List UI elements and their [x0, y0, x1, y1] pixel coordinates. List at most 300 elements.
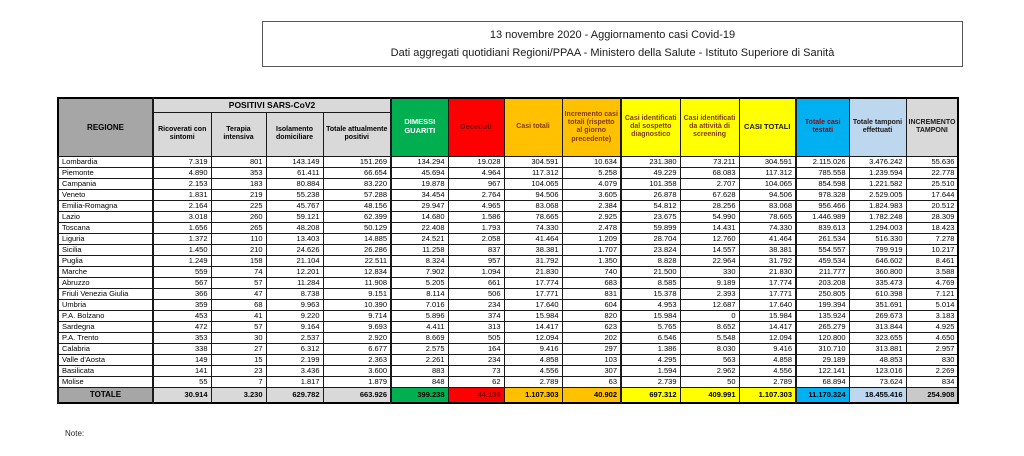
value-cell: 623: [562, 321, 621, 332]
value-cell: 21.500: [621, 266, 680, 277]
table-row: [58, 178, 958, 189]
value-cell: 1.817: [266, 376, 323, 387]
header-regione: REGIONE: [58, 98, 153, 156]
value-cell: 11.258: [391, 244, 448, 255]
value-cell: 41.464: [504, 233, 562, 244]
value-cell: 49.229: [621, 167, 680, 178]
value-cell: 12.834: [323, 266, 391, 277]
value-cell: 4.964: [448, 167, 504, 178]
value-cell: 1.824.983: [849, 200, 906, 211]
value-cell: 304.591: [739, 156, 796, 167]
value-cell: 9.714: [323, 310, 391, 321]
value-cell: 2.478: [562, 222, 621, 233]
value-cell: 353: [211, 167, 266, 178]
value-cell: 1.586: [448, 211, 504, 222]
value-cell: 3.588: [906, 266, 958, 277]
header-casi-screening: Casi identificati da attività di screening: [680, 98, 739, 156]
total-value-cell: 1.107.303: [739, 387, 796, 403]
value-cell: 68.083: [680, 167, 739, 178]
value-cell: 74: [211, 266, 266, 277]
value-cell: 9.189: [680, 277, 739, 288]
value-cell: 459.534: [796, 255, 849, 266]
value-cell: 94.506: [504, 189, 562, 200]
value-cell: 1.594: [621, 365, 680, 376]
value-cell: 54.812: [621, 200, 680, 211]
value-cell: 8.324: [391, 255, 448, 266]
value-cell: 104.065: [739, 178, 796, 189]
value-cell: 14.431: [680, 222, 739, 233]
value-cell: 23: [211, 365, 266, 376]
value-cell: 104.065: [504, 178, 562, 189]
table-row: [58, 266, 958, 277]
value-cell: 141: [153, 365, 211, 376]
value-cell: 4.079: [562, 178, 621, 189]
value-cell: 55.636: [906, 156, 958, 167]
value-cell: 48.156: [323, 200, 391, 211]
region-name: Puglia: [58, 255, 153, 266]
value-cell: 1.446.989: [796, 211, 849, 222]
value-cell: 28.309: [906, 211, 958, 222]
value-cell: 4.295: [621, 354, 680, 365]
value-cell: 14.885: [323, 233, 391, 244]
value-cell: 366: [153, 288, 211, 299]
value-cell: 610.398: [849, 288, 906, 299]
value-cell: 820: [562, 310, 621, 321]
value-cell: 7.016: [391, 299, 448, 310]
value-cell: 453: [153, 310, 211, 321]
value-cell: 26.878: [621, 189, 680, 200]
value-cell: 4.650: [906, 332, 958, 343]
value-cell: 74.330: [504, 222, 562, 233]
header-group-row: [58, 98, 958, 112]
header-dimessi-guariti: DIMESSI GUARITI: [391, 98, 448, 156]
value-cell: 73.211: [680, 156, 739, 167]
value-cell: 8.652: [680, 321, 739, 332]
value-cell: 5.205: [391, 277, 448, 288]
value-cell: 10.390: [323, 299, 391, 310]
value-cell: 149: [153, 354, 211, 365]
value-cell: 7: [211, 376, 266, 387]
value-cell: 117.312: [504, 167, 562, 178]
value-cell: 61.411: [266, 167, 323, 178]
value-cell: 830: [906, 354, 958, 365]
value-cell: 203.208: [796, 277, 849, 288]
total-row: [58, 387, 958, 403]
value-cell: 1.782.248: [849, 211, 906, 222]
table-row: [58, 211, 958, 222]
value-cell: 101.358: [621, 178, 680, 189]
value-cell: 83.220: [323, 178, 391, 189]
region-name: Campania: [58, 178, 153, 189]
value-cell: 353: [153, 332, 211, 343]
value-cell: 5.896: [391, 310, 448, 321]
value-cell: 2.925: [562, 211, 621, 222]
value-cell: 2.957: [906, 343, 958, 354]
value-cell: 978.328: [796, 189, 849, 200]
value-cell: 2.789: [504, 376, 562, 387]
value-cell: 1.372: [153, 233, 211, 244]
region-name: Liguria: [58, 233, 153, 244]
table-row: [58, 310, 958, 321]
value-cell: 123.016: [849, 365, 906, 376]
total-value-cell: 629.782: [266, 387, 323, 403]
value-cell: 24.521: [391, 233, 448, 244]
value-cell: 31.792: [739, 255, 796, 266]
header-incremento-tamponi: INCREMENTO TAMPONI: [906, 98, 958, 156]
value-cell: 57: [211, 321, 266, 332]
value-cell: 8.030: [680, 343, 739, 354]
value-cell: 17.640: [739, 299, 796, 310]
value-cell: 4.411: [391, 321, 448, 332]
total-value-cell: 11.170.324: [796, 387, 849, 403]
value-cell: 516.330: [849, 233, 906, 244]
value-cell: 202: [562, 332, 621, 343]
header-isolamento: Isolamento domiciliare: [266, 112, 323, 156]
value-cell: 19.028: [448, 156, 504, 167]
value-cell: 110: [211, 233, 266, 244]
table-row: [58, 200, 958, 211]
value-cell: 5.548: [680, 332, 739, 343]
value-cell: 11.908: [323, 277, 391, 288]
value-cell: 38.381: [739, 244, 796, 255]
table-row: [58, 332, 958, 343]
value-cell: 269.673: [849, 310, 906, 321]
value-cell: 3.476.242: [849, 156, 906, 167]
value-cell: 5.014: [906, 299, 958, 310]
region-name: Sicilia: [58, 244, 153, 255]
value-cell: 1.350: [562, 255, 621, 266]
value-cell: 785.558: [796, 167, 849, 178]
header-terapia-intensiva: Terapia intensiva: [211, 112, 266, 156]
table-row: [58, 376, 958, 387]
value-cell: 13.403: [266, 233, 323, 244]
value-cell: 1.221.582: [849, 178, 906, 189]
value-cell: 10.634: [562, 156, 621, 167]
value-cell: 17.774: [504, 277, 562, 288]
value-cell: 1.831: [153, 189, 211, 200]
value-cell: 41: [211, 310, 266, 321]
value-cell: 338: [153, 343, 211, 354]
value-cell: 15.984: [504, 310, 562, 321]
value-cell: 554.557: [796, 244, 849, 255]
value-cell: 68.894: [796, 376, 849, 387]
value-cell: 22.964: [680, 255, 739, 266]
value-cell: 4.556: [504, 365, 562, 376]
total-value-cell: 399.238: [391, 387, 448, 403]
value-cell: 117.312: [739, 167, 796, 178]
region-name: Umbria: [58, 299, 153, 310]
value-cell: 9.693: [323, 321, 391, 332]
value-cell: 1.879: [323, 376, 391, 387]
value-cell: 21.830: [504, 266, 562, 277]
region-name: Marche: [58, 266, 153, 277]
value-cell: 143.149: [266, 156, 323, 167]
value-cell: 12.094: [739, 332, 796, 343]
value-cell: 17.640: [504, 299, 562, 310]
value-cell: 956.466: [796, 200, 849, 211]
table-row: [58, 277, 958, 288]
value-cell: 12.201: [266, 266, 323, 277]
region-name: Toscana: [58, 222, 153, 233]
value-cell: 23.675: [621, 211, 680, 222]
table-row: [58, 156, 958, 167]
value-cell: 9.164: [266, 321, 323, 332]
total-value-cell: 663.926: [323, 387, 391, 403]
value-cell: 2.199: [266, 354, 323, 365]
value-cell: 103: [562, 354, 621, 365]
total-value-cell: 30.914: [153, 387, 211, 403]
value-cell: 50: [680, 376, 739, 387]
value-cell: 831: [562, 288, 621, 299]
value-cell: 22.511: [323, 255, 391, 266]
value-cell: 848: [391, 376, 448, 387]
value-cell: 14.417: [739, 321, 796, 332]
value-cell: 4.965: [448, 200, 504, 211]
value-cell: 27: [211, 343, 266, 354]
value-cell: 2.363: [323, 354, 391, 365]
value-cell: 9.416: [504, 343, 562, 354]
value-cell: 683: [562, 277, 621, 288]
table-body: [58, 156, 958, 387]
value-cell: 48.208: [266, 222, 323, 233]
value-cell: 967: [448, 178, 504, 189]
value-cell: 8.114: [391, 288, 448, 299]
value-cell: 646.602: [849, 255, 906, 266]
value-cell: 34.454: [391, 189, 448, 200]
value-cell: 57: [211, 277, 266, 288]
value-cell: 4.858: [504, 354, 562, 365]
value-cell: 4.953: [621, 299, 680, 310]
value-cell: 4.925: [906, 321, 958, 332]
value-cell: 2.537: [266, 332, 323, 343]
value-cell: 17.774: [739, 277, 796, 288]
value-cell: 360.800: [849, 266, 906, 277]
total-value-cell: 3.230: [211, 387, 266, 403]
value-cell: 21.104: [266, 255, 323, 266]
value-cell: 25.510: [906, 178, 958, 189]
value-cell: 2.393: [680, 288, 739, 299]
value-cell: 2.920: [323, 332, 391, 343]
value-cell: 12.094: [504, 332, 562, 343]
value-cell: 14.417: [504, 321, 562, 332]
value-cell: 63: [562, 376, 621, 387]
value-cell: 2.164: [153, 200, 211, 211]
value-cell: 839.613: [796, 222, 849, 233]
value-cell: 567: [153, 277, 211, 288]
total-value-cell: 1.107.303: [504, 387, 562, 403]
total-value-cell: 254.908: [906, 387, 958, 403]
value-cell: 158: [211, 255, 266, 266]
value-cell: 2.153: [153, 178, 211, 189]
value-cell: 1.707: [562, 244, 621, 255]
value-cell: 15: [211, 354, 266, 365]
value-cell: 563: [680, 354, 739, 365]
value-cell: 374: [448, 310, 504, 321]
value-cell: 47: [211, 288, 266, 299]
value-cell: 313.881: [849, 343, 906, 354]
value-cell: 41.464: [739, 233, 796, 244]
value-cell: 31.792: [504, 255, 562, 266]
table-row: [58, 365, 958, 376]
value-cell: 2.269: [906, 365, 958, 376]
value-cell: 73: [448, 365, 504, 376]
value-cell: 48.853: [849, 354, 906, 365]
value-cell: 17.771: [504, 288, 562, 299]
value-cell: 234: [448, 299, 504, 310]
value-cell: 2.529.005: [849, 189, 906, 200]
region-name: Basilicata: [58, 365, 153, 376]
value-cell: 68: [211, 299, 266, 310]
value-cell: 505: [448, 332, 504, 343]
value-cell: 5.765: [621, 321, 680, 332]
value-cell: 66.654: [323, 167, 391, 178]
value-cell: 1.094: [448, 266, 504, 277]
value-cell: 19.878: [391, 178, 448, 189]
table-row: [58, 233, 958, 244]
total-value-cell: 697.312: [621, 387, 680, 403]
value-cell: 3.018: [153, 211, 211, 222]
region-name: Valle d'Aosta: [58, 354, 153, 365]
region-name: Sardegna: [58, 321, 153, 332]
value-cell: 313: [448, 321, 504, 332]
value-cell: 6.312: [266, 343, 323, 354]
table-row: [58, 288, 958, 299]
value-cell: 62: [448, 376, 504, 387]
value-cell: 310.710: [796, 343, 849, 354]
value-cell: 1.294.003: [849, 222, 906, 233]
value-cell: 854.598: [796, 178, 849, 189]
value-cell: 74.330: [739, 222, 796, 233]
value-cell: 1.239.594: [849, 167, 906, 178]
value-cell: 1.656: [153, 222, 211, 233]
value-cell: 50.129: [323, 222, 391, 233]
region-name: Abruzzo: [58, 277, 153, 288]
value-cell: 3.436: [266, 365, 323, 376]
value-cell: 506: [448, 288, 504, 299]
value-cell: 2.962: [680, 365, 739, 376]
table-row: [58, 189, 958, 200]
value-cell: 23.824: [621, 244, 680, 255]
value-cell: 4.769: [906, 277, 958, 288]
table-row: [58, 167, 958, 178]
value-cell: 78.665: [739, 211, 796, 222]
value-cell: 134.294: [391, 156, 448, 167]
value-cell: 234: [448, 354, 504, 365]
value-cell: 265: [211, 222, 266, 233]
value-cell: 604: [562, 299, 621, 310]
value-cell: 59.121: [266, 211, 323, 222]
value-cell: 164: [448, 343, 504, 354]
report-title: 13 novembre 2020 - Aggiornamento casi Covid-19: [489, 28, 736, 41]
value-cell: 26.286: [323, 244, 391, 255]
value-cell: 5.258: [562, 167, 621, 178]
region-name: Piemonte: [58, 167, 153, 178]
table-row: [58, 343, 958, 354]
total-value-cell: 409.991: [680, 387, 739, 403]
table-row: [58, 222, 958, 233]
header-tamponi: Totale tamponi effettuati: [849, 98, 906, 156]
value-cell: 225: [211, 200, 266, 211]
value-cell: 2.707: [680, 178, 739, 189]
value-cell: 297: [562, 343, 621, 354]
value-cell: 22.408: [391, 222, 448, 233]
value-cell: 834: [906, 376, 958, 387]
header-casi-totali-caps: CASI TOTALI: [739, 98, 796, 156]
value-cell: 59.899: [621, 222, 680, 233]
value-cell: 151.269: [323, 156, 391, 167]
value-cell: 9.963: [266, 299, 323, 310]
value-cell: 3.183: [906, 310, 958, 321]
value-cell: 7.278: [906, 233, 958, 244]
header-casi-totali: Casi totali: [504, 98, 562, 156]
value-cell: 57.288: [323, 189, 391, 200]
value-cell: 22.778: [906, 167, 958, 178]
value-cell: 330: [680, 266, 739, 277]
value-cell: 1.450: [153, 244, 211, 255]
value-cell: 199.394: [796, 299, 849, 310]
header-incremento-casi: Incremento casi totali (rispetto al giorno precedente): [562, 98, 621, 156]
value-cell: 15.984: [739, 310, 796, 321]
value-cell: 24.626: [266, 244, 323, 255]
value-cell: 210: [211, 244, 266, 255]
value-cell: 38.381: [504, 244, 562, 255]
table-row: [58, 354, 958, 365]
value-cell: 21.830: [739, 266, 796, 277]
value-cell: 45.694: [391, 167, 448, 178]
value-cell: 17.771: [739, 288, 796, 299]
region-name: Calabria: [58, 343, 153, 354]
region-name: Veneto: [58, 189, 153, 200]
table-row: [58, 255, 958, 266]
value-cell: 14.680: [391, 211, 448, 222]
value-cell: 661: [448, 277, 504, 288]
value-cell: 29.947: [391, 200, 448, 211]
value-cell: 4.890: [153, 167, 211, 178]
report-subtitle: Dati aggregati quotidiani Regioni/PPAA - Ministero della Salute - Istituto Superiore di Sanità: [390, 47, 835, 60]
value-cell: 18.423: [906, 222, 958, 233]
value-cell: 2.115.026: [796, 156, 849, 167]
value-cell: 8.828: [621, 255, 680, 266]
value-cell: 8.461: [906, 255, 958, 266]
value-cell: 211.777: [796, 266, 849, 277]
region-name: P.A. Bolzano: [58, 310, 153, 321]
value-cell: 28.704: [621, 233, 680, 244]
value-cell: 307: [562, 365, 621, 376]
value-cell: 304.591: [504, 156, 562, 167]
value-cell: 55: [153, 376, 211, 387]
value-cell: 80.884: [266, 178, 323, 189]
value-cell: 1.209: [562, 233, 621, 244]
value-cell: 1.249: [153, 255, 211, 266]
value-cell: 7.319: [153, 156, 211, 167]
value-cell: 15.378: [621, 288, 680, 299]
header-deceduti: Deceduti: [448, 98, 504, 156]
value-cell: 8.738: [266, 288, 323, 299]
value-cell: 3.605: [562, 189, 621, 200]
value-cell: 1.793: [448, 222, 504, 233]
value-cell: 261.534: [796, 233, 849, 244]
header-casi-sospetto: Casi identificati dal sospetto diagnostico: [621, 98, 680, 156]
region-name: P.A. Trento: [58, 332, 153, 343]
total-value-cell: 40.902: [562, 387, 621, 403]
total-label: TOTALE: [58, 387, 153, 403]
region-name: Emilia-Romagna: [58, 200, 153, 211]
value-cell: 2.764: [448, 189, 504, 200]
header-totale-positivi: Totale attualmente positivi: [323, 112, 391, 156]
value-cell: 799.919: [849, 244, 906, 255]
value-cell: 335.473: [849, 277, 906, 288]
value-cell: 12.760: [680, 233, 739, 244]
